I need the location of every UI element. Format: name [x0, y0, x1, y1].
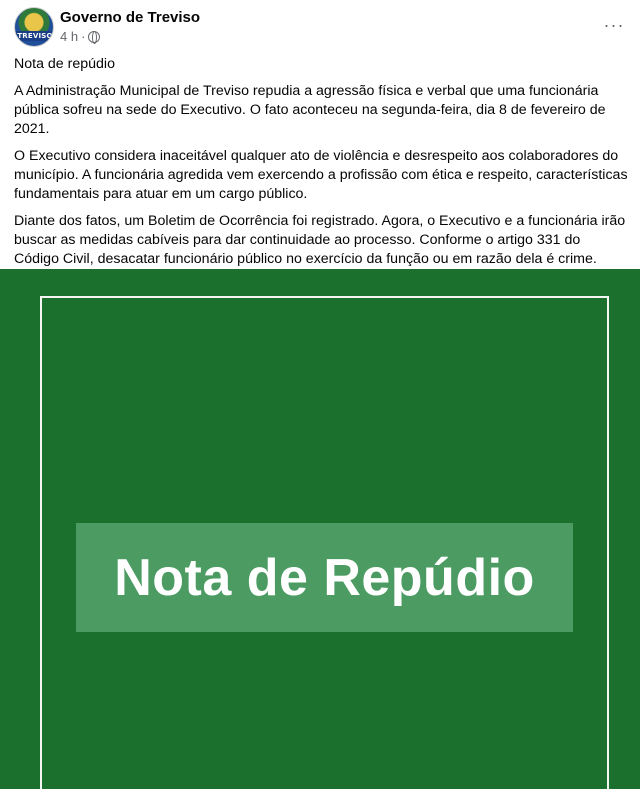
image-title-box: [76, 523, 573, 632]
post-paragraph: A Administração Municipal de Treviso repudia a agressão física e verbal que uma funcionária pública sofreu na sede do Executivo. O fato aconteceu na segunda-feira, dia 8 de fevereiro de 2021.: [14, 83, 606, 137]
author-name[interactable]: Governo de Treviso: [60, 9, 201, 26]
post-paragraph: O Executivo considera inaceitável qualquer ato de violência e desrespeito aos colaboradores do município. A funcionária agredida vem exercendo a profissão com ética e respeito, características fundamentais para atuar em um cargo público.: [14, 148, 628, 202]
post-text: [14, 55, 628, 277]
globe-icon: [88, 31, 100, 43]
more-options-button[interactable]: ···: [603, 14, 625, 35]
post-paragraph-heading: Nota de repúdio: [14, 56, 115, 72]
post-time[interactable]: 4 h: [60, 29, 79, 44]
post-image[interactable]: [0, 269, 640, 789]
meta-separator: ·: [81, 29, 86, 44]
post-paragraph: Diante dos fatos, um Boletim de Ocorrência foi registrado. Agora, o Executivo e a funcionária irão buscar as medidas cabíveis para dar continuidade ao processo. Conforme o artigo 331 do Código Civil, desacatar funcionário público no exercício da função ou em razão dela é crime.: [14, 213, 626, 267]
post-meta: [60, 29, 100, 44]
avatar-label: TREVISO: [17, 32, 53, 40]
post-header: [14, 7, 626, 47]
image-title: Nota de Repúdio: [114, 548, 535, 607]
page-avatar[interactable]: [14, 7, 54, 47]
